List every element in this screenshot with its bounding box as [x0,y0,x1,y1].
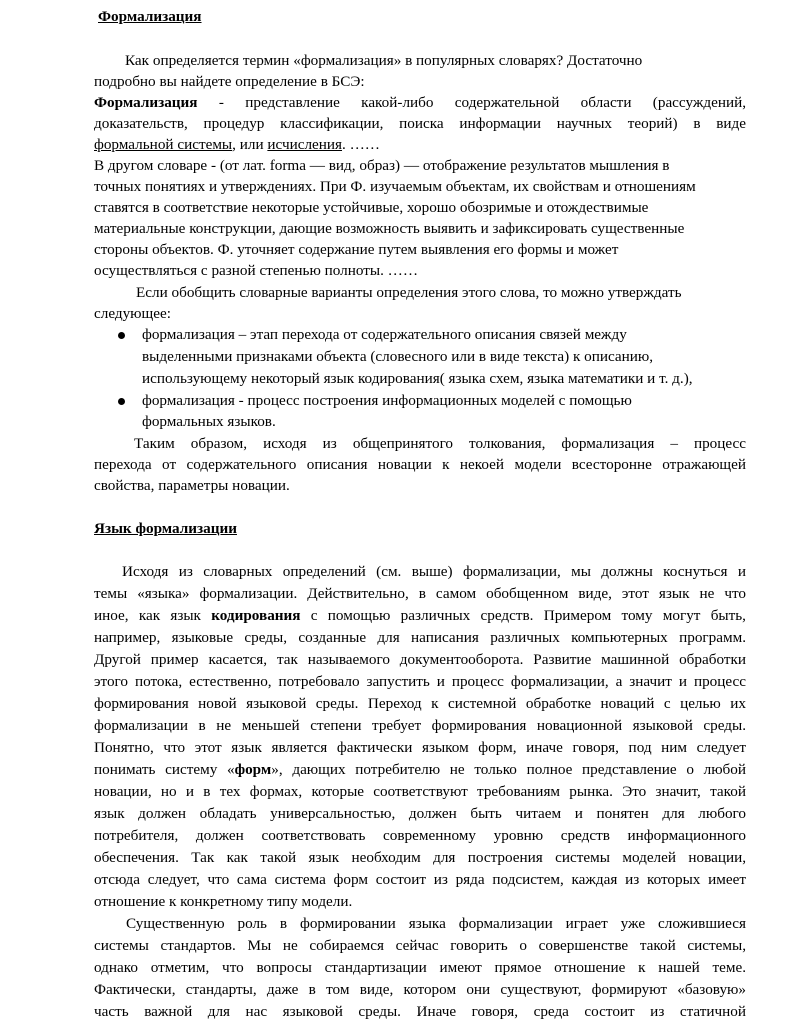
summary-line-1: Если обобщить словарные варианты определения этого слова, то можно утверждать [136,284,682,301]
p1-line-3-post: с помощью различных средств. Примером тому могут быть, [300,607,746,624]
p1-line-7: формирования новой языковой среды. Переход к системной обработке новаций с целью их [94,695,746,712]
p1-line-10-post: », дающих потребителю не только полное представление о любой [271,761,746,778]
bullet-2-line-1: формализация - процесс построения информационных моделей с помощью [142,392,632,409]
summary-line-2: следующее: [94,305,171,322]
definition-line-1 [94,92,746,113]
p1-line-5: Другой пример касается, так называемого документооборота. Развитие машинной обработки [94,651,746,668]
p2-line-1: Существенную роль в формировании языка формализации играет уже сложившиеся [126,915,746,932]
p1-line-8: формализации в не меньшей степени требует формирования новационной языковой среды. [94,717,746,734]
link-calculus[interactable]: исчисления [267,136,343,153]
definition-line-2: доказательств, процедур классификации, поиска информации научных теорий) в виде [94,115,746,132]
p1-line-6: этого потока, естественно, потребовало запустить и процесс формализации, а значит и процесс [94,673,746,690]
bullet-1-line-2: выделенными признаками объекта (словесного или в виде текста) к описанию, [142,348,654,365]
p2-line-4: Фактически, стандарты, даже в том виде, котором они существуют, формируют «базовую» [94,981,746,998]
p2-line-2: системы стандартов. Мы не собираемся сейчас говорить о совершенстве такой системы, [94,937,746,954]
p1-line-3 [94,605,746,626]
def2-line-3: ставятся в соответствие некоторые устойчивые, хорошо обозримые и отождествимые [94,199,649,216]
p2-line-5: часть важной для нас языковой среды. Иначе говоря, среда состоит из статичной [94,1003,746,1020]
definition-line-1-rest: - представление какой-либо содержательной области (рассуждений, [197,94,746,111]
p1-line-12: язык должен обладать универсальностью, должен быть читаем и понятен для любого [94,805,746,822]
conclusion-line-1: Таким образом, исходя из общепринятого толкования, формализация – процесс [134,435,746,452]
def2-line-4: материальные конструкции, дающие возможность выявить и зафиксировать существенные [94,220,685,237]
bullet-1-line-3: использующему некоторый язык кодирования( языка схем, языка математики и т. д.), [142,370,693,387]
def2-line-5: стороны объектов. Ф. уточняет содержание путем выявления его формы и может [94,241,619,258]
bullet-2-line-2: формальных языков. [142,413,276,430]
bullet-dot-2 [118,398,125,405]
p1-line-4: например, языковые среды, созданные для написания различных компьютерных программ. [94,629,746,646]
p1-line-2: темы «языка» формализации. Действительно, в самом обобщенном виде, этот язык не что [94,585,746,602]
p1-line-1: Исходя из словарных определений (см. выше) формализации, мы должны коснуться и [122,563,746,580]
definition-mid: , или [232,136,268,153]
conclusion-line-3: свойства, параметры новации. [94,477,290,494]
p1-line-13: потребителя, должен соответствовать современному уровню средств информационного [94,827,746,844]
intro-line-2: подробно вы найдете определение в БСЭ: [94,73,365,90]
p1-line-3-pre: иное, как язык [94,607,212,624]
def2-line-1: В другом словаре - (от лат. forma — вид, образ) — отображение результатов мышления в [94,157,670,174]
def2-line-6: осуществляться с разной степенью полноты. …… [94,262,419,279]
conclusion-line-2: перехода от содержательного описания новации к некоей модели всесторонне отражающей [94,456,746,473]
p1-line-11: новации, но и в тех формах, которые соответствуют требованиям рынка. Это значит, такой [94,783,746,800]
p1-line-16: отношение к конкретному типу модели. [94,893,353,910]
definition-tail: . …… [342,136,380,153]
definition-term: Формализация [94,94,198,111]
p1-bold-forms: форм [234,761,272,778]
p2-line-3: однако отметим, что вопросы стандартизации имеют прямое отношение к нашей теме. [94,959,746,976]
intro-line-1: Как определяется термин «формализация» в популярных словарях? Достаточно [125,52,643,69]
p1-line-9: Понятно, что этот язык является фактически языком форм, иначе говоря, под ним следует [94,739,746,756]
section-heading-formalization: Формализация [98,8,202,25]
p1-line-10 [94,759,746,780]
bullet-1-line-1: формализация – этап перехода от содержательного описания связей между [142,326,627,343]
p1-line-15: отсюда следует, что сама система форм состоит из ряда подсистем, каждая из которых имеет [94,871,746,888]
bullet-dot-1 [118,332,125,339]
p1-line-10-pre: понимать систему « [94,761,235,778]
section-heading-formalization-language: Язык формализации [94,520,237,537]
def2-line-2: точных понятиях и утверждениях. При Ф. изучаемым объектам, их свойствам и отношениям [94,178,696,195]
definition-line-3 [94,134,746,155]
p1-bold-coding: кодирования [211,607,301,624]
p1-line-14: обеспечения. Так как такой язык необходим для построения системы моделей новации, [94,849,746,866]
link-formal-system[interactable]: формальной системы [94,136,233,153]
